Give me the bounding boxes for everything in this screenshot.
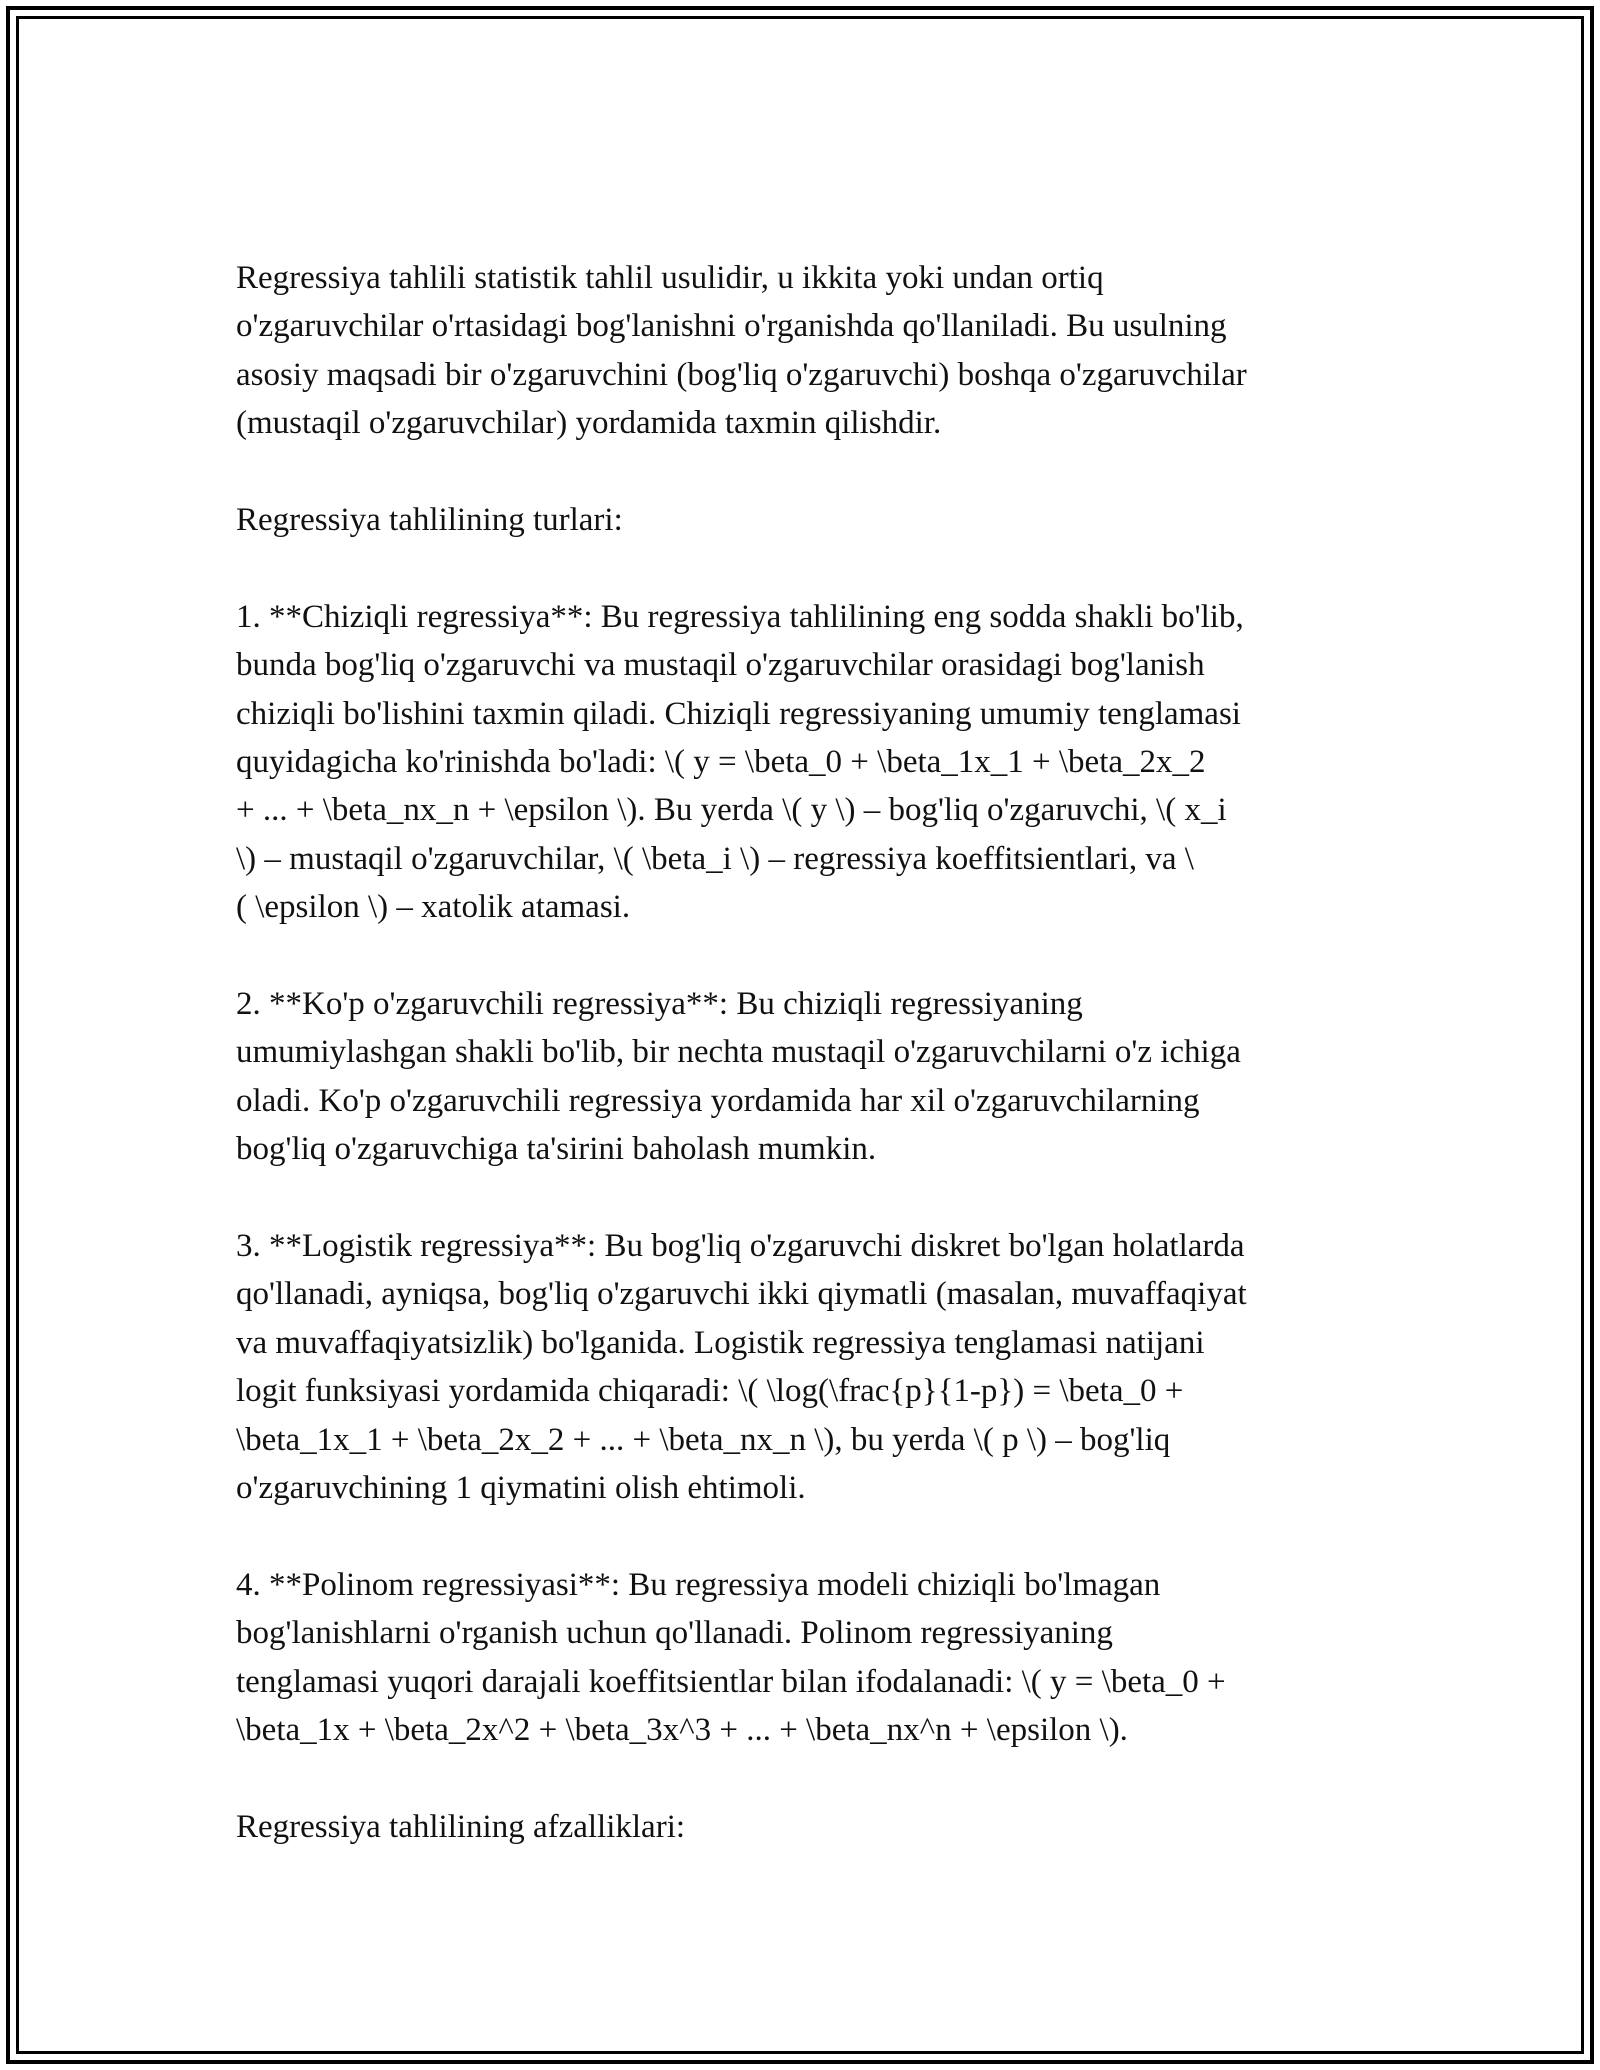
advantages-heading: Regressiya tahlilining afzalliklari: xyxy=(236,1808,686,1845)
types-heading: Regressiya tahlilining turlari: xyxy=(236,502,623,539)
logistic-regression-paragraph: 3. **Logistik regressiya**: Bu bog'liq o'zgaruvchi diskret bo'lgan holatlarda qo'llanadi, ayniqsa, bog'liq o'zgaruvchi ikki qiymatli (masalan, muvaffaqiyat va muvaffaqiyatsizlik) bo'lganida. Logistik regressiya tenglamasi natijani logit funksiyasi yordamida chiqaradi: \( \log(\frac{p}{1-p}) = \beta_0 + \beta_1x_1 + \beta_2x_2 + ... + \beta_nx_n \), bu yerda \( p \) – bog'liq o'zgaruvchining 1 qiymatini olish ehtimoli. xyxy=(236,1228,1247,1507)
intro-paragraph: Regressiya tahlili statistik tahlil usulidir, u ikkita yoki undan ortiq o'zgaruvchilar o'rtasidagi bog'lanishni o'rganishda qo'llaniladi. Bu usulning asosiy maqsadi bir o'zgaruvchini (bog'liq o'zgaruvchi) boshqa o'zgaruvchilar (mustaqil o'zgaruvchilar) yordamida taxmin qilishdir. xyxy=(236,260,1247,442)
multiple-regression-paragraph: 2. **Ko'p o'zgaruvchili regressiya**: Bu chiziqli regressiyaning umumiylashgan shakli bo'lib, bir nechta mustaqil o'zgaruvchilarni o'z ichiga oladi. Ko'p o'zgaruvchili regressiya yordamida har xil o'zgaruvchilarning bog'liq o'zgaruvchiga ta'sirini baholash mumkin. xyxy=(236,986,1241,1168)
polynomial-regression-paragraph: 4. **Polinom regressiyasi**: Bu regressiya modeli chiziqli bo'lmagan bog'lanishlarni o'rganish uchun qo'llanadi. Polinom regressiyaning tenglamasi yuqori darajali koeffitsientlar bilan ifodalanadi: \( y = \beta_0 + \beta_1x + \beta_2x^2 + \beta_3x^3 + ... + \beta_nx^n + \epsilon \). xyxy=(236,1566,1226,1749)
document-body xyxy=(236,254,1366,1851)
linear-regression-paragraph: 1. **Chiziqli regressiya**: Bu regressiya tahlilining eng sodda shakli bo'lib, bunda bog'liq o'zgaruvchi va mustaqil o'zgaruvchilar orasidagi bog'lanish chiziqli bo'lishini taxmin qiladi. Chiziqli regressiyaning umumiy tenglamasi quyidagicha ko'rinishda bo'ladi: \( y = \beta_0 + \beta_1x_1 + \beta_2x_2 + ... + \beta_nx_n + \epsilon \). Bu yerda \( y \) – bog'liq o'zgaruvchi, \( x_i \) – mustaqil o'zgaruvchilar, \( \beta_i \) – regressiya koeffitsientlari, va \ ( \epsilon \) – xatolik atamasi. xyxy=(236,598,1244,926)
